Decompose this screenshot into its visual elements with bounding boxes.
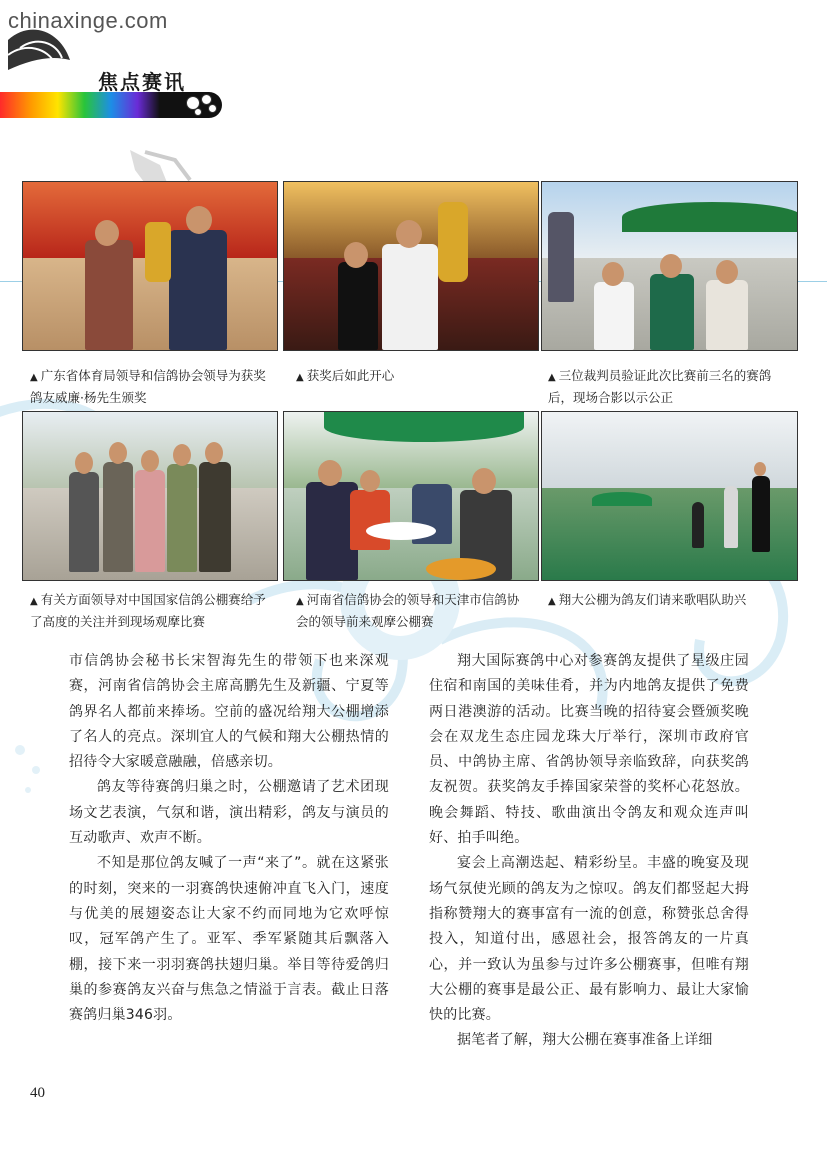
- triangle-bullet-icon: ▲: [30, 596, 38, 607]
- photo-henan-tianjin-leaders: [283, 411, 539, 581]
- photo-happy-winner: [283, 181, 539, 351]
- caption-award-ceremony: ▲ 广东省体育局领导和信鸽协会领导为获奖鸽友威廉·杨先生颁奖: [30, 368, 266, 405]
- article-paragraph: 据笔者了解，翔大公棚在赛事准备上详细: [457, 1032, 713, 1049]
- triangle-bullet-icon: ▲: [296, 372, 304, 383]
- article-paragraph: 不知是那位鸽友喊了一声“来了”。就在这紧张的时刻，突来的一羽赛鸽快速俯冲直飞入门，速度与优美的展翅姿态让大家不约而同地为它欢呼惊叹，冠军鸽产生了。亚军、季军紧随其后飘落入棚，接下来一羽羽赛鸽扶翅归巢。举目等待爱鸽归巢的参赛鸽友兴奋与焦急之情溢于言表。截止日落赛鸽归巢346羽。: [69, 855, 389, 1024]
- caption-happy-winner: ▲ 获奖后如此开心: [296, 368, 395, 383]
- article-paragraph: 宴会上高潮迭起、精彩纷呈。丰盛的晚宴及现场气氛使光顾的鸽友为之惊叹。鸽友们都竖起大拇指称赞翔大的赛事富有一流的创意，称赞张总舍得投入，知道付出，感恩社会，报答鸽友的一片真心，并一致认为虽参与过许多公棚赛事，但唯有翔大公棚的赛事是最公正、最有影响力、最让大家愉快的比赛。: [429, 855, 749, 1024]
- caption-three-judges: ▲ 三位裁判员验证此次比赛前三名的赛鸽后，现场合影以示公正: [548, 368, 772, 405]
- photo-three-judges: [541, 181, 798, 351]
- site-watermark: chinaxinge.com: [8, 8, 168, 33]
- page-number: 40: [30, 1085, 45, 1101]
- photo-award-ceremony: [22, 181, 278, 351]
- caption-officials-visit: ▲ 有关方面领导对中国国家信鸽公棚赛给予了高度的关注并到现场观摩比赛: [30, 592, 266, 629]
- article-right-column: [429, 649, 749, 1054]
- section-title: 焦点赛讯: [98, 70, 186, 94]
- triangle-bullet-icon: ▲: [548, 372, 556, 383]
- caption-henan-tianjin-leaders: ▲ 河南省信鸽协会的领导和天津市信鸽协会的领导前来观摩公棚赛: [296, 592, 520, 629]
- triangle-bullet-icon: ▲: [296, 596, 304, 607]
- triangle-bullet-icon: ▲: [548, 596, 556, 607]
- article-paragraph: 鸽友等待赛鸽归巢之时，公棚邀请了艺术团现场文艺表演，气氛和谐，演出精彩，鸽友与演员的互动歌声、欢声不断。: [69, 779, 389, 847]
- article-paragraph: 翔大国际赛鸽中心对参赛鸽友提供了星级庄园住宿和南国的美味佳肴，并为内地鸽友提供了免费两日港澳游的活动。比赛当晚的招待宴会暨颁奖晚会在双龙生态庄园龙珠大厅举行，深圳市政府官员、中鸽协主席、省鸽协领导亲临致辞，向获奖鸽友祝贺。获奖鸽友手捧国家荣誉的奖杯心花怒放。晚会舞蹈、特技、歌曲演出令鸽友和观众连声叫好、拍手叫绝。: [429, 653, 749, 847]
- triangle-bullet-icon: ▲: [30, 372, 38, 383]
- photo-singing-troupe: [541, 411, 798, 581]
- caption-singing-troupe: ▲ 翔大公棚为鸽友们请来歌唱队助兴: [548, 592, 747, 607]
- article-paragraph: 市信鸽协会秘书长宋智海先生的带领下也来深观赛，河南省信鸽协会主席高鹏先生及新疆、宁夏等鸽界名人都前来捧场。空前的盛况给翔大公棚增添了名人的亮点。深圳宜人的气候和翔大公棚热情的招待令大家暖意融融，倍感亲切。: [69, 653, 389, 771]
- photo-officials-visit: [22, 411, 278, 581]
- article-left-column: [69, 649, 389, 1028]
